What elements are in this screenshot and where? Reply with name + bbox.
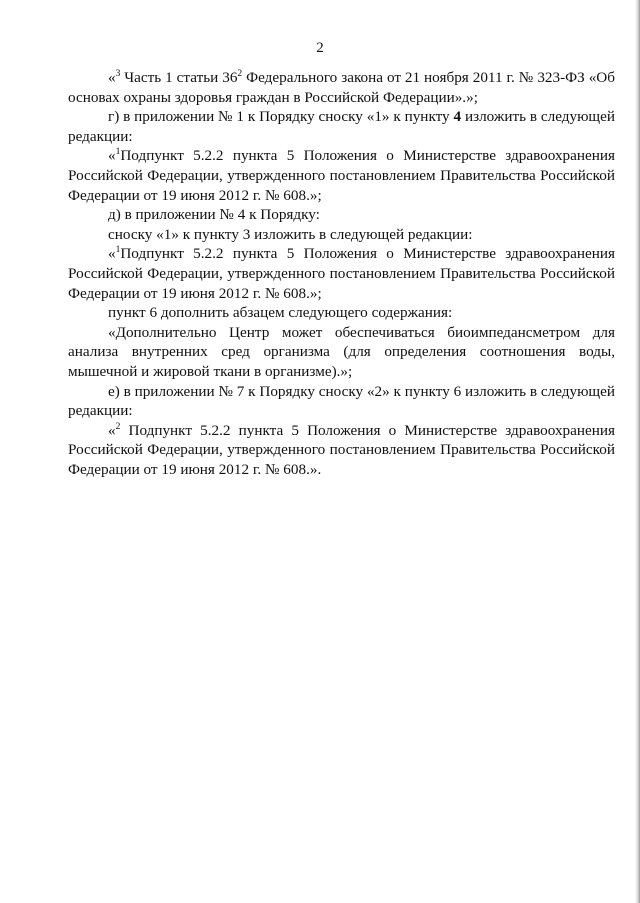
paragraph-addition: «Дополнительно Центр может обеспечиваться биоимпедансметром для анализа внутренних сред организма (для определения соотношения воды, мышечной и жировой ткани в организме).»; bbox=[68, 323, 615, 380]
paragraph-item-e: е) в приложении № 7 к Порядку сноску «2» к пункту 6 изложить в следующей редакции: bbox=[68, 382, 615, 420]
paragraph-footnote-instruction: сноску «1» к пункту 3 изложить в следующей редакции: bbox=[108, 225, 473, 243]
document-body bbox=[68, 68, 615, 479]
paragraph-text: Подпункт 5.2.2 пункта 5 Положения о Министерстве здравоохранения Российской Федерации, утвержденного постановлением Правительства Российской Федерации от 19 июня 2012 г. № 608.». bbox=[68, 421, 615, 478]
footnote-marker: 3 bbox=[115, 69, 121, 79]
open-quote: « bbox=[108, 245, 116, 263]
paragraph-footnote-1 bbox=[68, 146, 615, 205]
footnote-marker: 2 bbox=[115, 421, 121, 432]
page-number: 2 bbox=[316, 40, 324, 56]
bold-number: 4 bbox=[453, 108, 462, 126]
footnote-marker: 1 bbox=[115, 147, 121, 158]
page-edge-shadow bbox=[635, 0, 640, 903]
paragraph-text: Часть 1 статьи 36 bbox=[120, 69, 238, 86]
paragraph-text: Подпункт 5.2.2 пункта 5 Положения о Министерстве здравоохранения Российской Федерации, утвержденного постановлением Правительства Российской Федерации от 19 июня 2012 г. № 608.»; bbox=[68, 245, 615, 302]
paragraph-footnote-3 bbox=[68, 68, 615, 107]
paragraph-text: изложить в следующей редакции: bbox=[68, 108, 615, 145]
open-quote: « bbox=[108, 421, 116, 439]
open-quote: « bbox=[108, 69, 116, 86]
paragraph-item-g bbox=[68, 107, 615, 146]
paragraph-text: Федерального закона от 21 ноября 2011 г. № 323-ФЗ «Об основах охраны здоровья граждан в Российской Федерации».»; bbox=[68, 69, 615, 106]
paragraph-footnote-1-app4 bbox=[68, 244, 615, 303]
footnote-marker: 1 bbox=[115, 245, 121, 256]
superscript: 2 bbox=[237, 69, 243, 79]
paragraph-text: Подпункт 5.2.2 пункта 5 Положения о Министерстве здравоохранения Российской Федерации, утвержденного постановлением Правительства Российской Федерации от 19 июня 2012 г. № 608.»; bbox=[68, 147, 615, 204]
paragraph-text: г) в приложении № 1 к Порядку сноску «1» к пункту bbox=[108, 108, 454, 126]
paragraph-footnote-2 bbox=[68, 421, 615, 480]
paragraph-point-6: пункт 6 дополнить абзацем следующего содержания: bbox=[108, 304, 453, 322]
paragraph-item-d: д) в приложении № 4 к Порядку: bbox=[108, 206, 320, 224]
open-quote: « bbox=[108, 147, 116, 165]
